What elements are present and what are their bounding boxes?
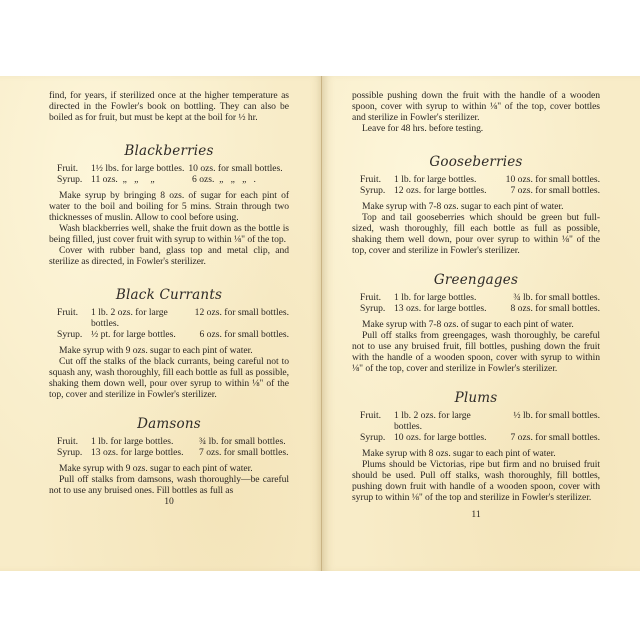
recipe-damsons <box>49 416 289 496</box>
quantity-label: Fruit. <box>57 307 79 318</box>
small-bottle-amount: 6 ozs. for small bottles. <box>199 329 289 340</box>
quantity-table <box>360 410 600 443</box>
quantity-row-fruit <box>57 436 289 447</box>
quantity-row-fruit <box>360 410 600 432</box>
quantity-table <box>57 307 289 340</box>
quantity-label: Syrup. <box>360 185 386 196</box>
large-bottle-amount: 1½ lbs. for large bottles. <box>91 163 185 174</box>
quantity-label: Syrup. <box>57 447 83 458</box>
large-bottle-amount: 1 lb. for large bottles. <box>91 436 174 447</box>
right-page <box>322 76 640 571</box>
recipe-title: Gooseberries <box>429 154 523 170</box>
recipe-plums <box>352 390 600 503</box>
quantity-label: Fruit. <box>360 292 382 303</box>
instruction-paragraph: Make syrup by bringing 8 ozs. of sugar for each pint of water to the boil and boiling for 5 mins. Strain through two thicknesses of muslin. Allow to cool before using. <box>49 190 289 223</box>
book-spread <box>0 76 640 571</box>
large-bottle-amount: 13 ozs. for large bottles. <box>91 447 184 458</box>
instruction-paragraph: Cut off the stalks of the black currants, being careful not to squash any, wash thoroughly, fill each bottle as full as possible, shaking them down well, pour over syrup to within ⅛" of the top, cover and sterilize in Fowler's sterilizer. <box>49 356 289 400</box>
instruction-paragraph: Make syrup with 9 ozs. sugar to each pint of water. <box>59 345 253 356</box>
recipe-blackberries <box>49 143 289 267</box>
large-bottle-amount: 11 ozs. „ „ „ <box>91 174 155 185</box>
quantity-row-fruit <box>360 174 600 185</box>
quantity-row-syrup <box>57 174 289 185</box>
instruction-paragraph: Pull off stalks from damsons, wash thoroughly—be careful not to use any bruised ones. Fill bottles as full as <box>49 474 289 496</box>
quantity-label: Syrup. <box>360 303 386 314</box>
small-bottle-amount: ¾ lb. for small bottles. <box>513 292 600 303</box>
small-bottle-amount: 6 ozs. „ „ „ . <box>192 174 256 185</box>
large-bottle-amount: 12 ozs. for large bottles. <box>394 185 487 196</box>
quantity-label: Fruit. <box>57 163 79 174</box>
quantity-label: Syrup. <box>360 432 386 443</box>
quantity-label: Fruit. <box>360 410 382 421</box>
large-bottle-amount: 1 lb. for large bottles. <box>394 174 477 185</box>
left-page-content <box>49 90 289 507</box>
large-bottle-amount: 1 lb. 2 ozs. for large bottles. <box>394 410 471 432</box>
small-bottle-amount: 7 ozs. for small bottles. <box>510 185 600 196</box>
recipe-greengages <box>352 272 600 374</box>
instruction-paragraph: Make syrup with 7-8 ozs. of sugar to each pint of water. <box>362 319 574 330</box>
instruction-paragraph: Wash blackberries well, shake the fruit down as the bottle is being filled, just cover fruit with syrup to within ⅛" of the top. <box>49 223 289 245</box>
small-bottle-amount: 12 ozs. for small bottles. <box>194 307 289 318</box>
intro-paragraph: possible pushing down the fruit with the handle of a wooden spoon, cover with syrup to within ⅛" of the top, cover bottles and sterilize in Fowler's sterilizer. <box>352 90 600 123</box>
quantity-row-syrup <box>57 447 289 458</box>
instruction-paragraph: Plums should be Victorias, ripe but firm and no bruised fruit should be used. Pull off stalks, wash thoroughly, fill bottles, pushing down fruit with handle of a wooden spoon, cover with syrup to within ⅛" of the top and sterilize in Fowler's sterilizer. <box>352 459 600 503</box>
recipe-title: Damsons <box>137 416 201 432</box>
recipe-gooseberries <box>352 154 600 256</box>
instruction-paragraph: Pull off stalks from greengages, wash thoroughly, be careful not to use any bruised fruit, fill bottles, pushing down the fruit with the handle of a wooden spoon, cover with syrup to within ⅛" of the top, cover and sterilize in Fowler's sterilizer. <box>352 330 600 374</box>
quantity-table <box>57 163 289 185</box>
quantity-row-syrup <box>360 185 600 196</box>
quantity-label: Syrup. <box>57 329 83 340</box>
recipe-title: Blackberries <box>124 143 214 159</box>
quantity-table <box>57 436 289 458</box>
quantity-table <box>360 174 600 196</box>
quantity-row-fruit <box>57 307 289 329</box>
left-page <box>0 76 322 571</box>
quantity-row-syrup <box>360 303 600 314</box>
large-bottle-amount: 1 lb. for large bottles. <box>394 292 477 303</box>
small-bottle-amount: 7 ozs. for small bottles. <box>199 447 289 458</box>
page-number: 11 <box>471 509 481 520</box>
large-bottle-amount: ½ pt. for large bottles. <box>91 329 176 340</box>
intro-paragraph: find, for years, if sterilized once at the higher temperature as directed in the Fowler's book on bottling. They can also be boiled as for fruit, but must be kept at the boil for ½ hr. <box>49 90 289 123</box>
small-bottle-amount: 10 ozs. for small bottles. <box>505 174 600 185</box>
quantity-label: Fruit. <box>360 174 382 185</box>
instruction-paragraph: Make syrup with 8 ozs. sugar to each pint of water. <box>362 448 556 459</box>
quantity-row-fruit <box>57 163 289 174</box>
recipe-title: Plums <box>454 390 498 406</box>
instruction-paragraph: Make syrup with 9 ozs. sugar to each pint of water. <box>59 463 253 474</box>
small-bottle-amount: 7 ozs. for small bottles. <box>510 432 600 443</box>
recipe-title: Black Currants <box>115 287 223 303</box>
small-bottle-amount: ½ lb. for small bottles. <box>513 410 600 421</box>
quantity-label: Syrup. <box>57 174 83 185</box>
large-bottle-amount: 1 lb. 2 ozs. for large bottles. <box>91 307 168 329</box>
quantity-row-fruit <box>360 292 600 303</box>
large-bottle-amount: 13 ozs. for large bottles. <box>394 303 487 314</box>
quantity-row-syrup <box>360 432 600 443</box>
page-number: 10 <box>164 496 174 507</box>
recipe-title: Greengages <box>433 272 519 288</box>
small-bottle-amount: ¾ lb. for small bottles. <box>199 436 286 447</box>
small-bottle-amount: 10 ozs. for small bottles. <box>188 163 283 174</box>
instruction-paragraph: Cover with rubber band, glass top and metal clip, and sterilize as directed, in Fowler's sterilizer. <box>49 245 289 267</box>
instruction-paragraph: Top and tail gooseberries which should be green but full-sized, wash thoroughly, fill each bottle as full as possible, shaking them well down, pour over syrup to within ⅛" of the top, cover and sterilize in Fowler's sterilizer. <box>352 212 600 256</box>
right-page-content <box>352 90 600 520</box>
recipe-black-currants <box>49 287 289 400</box>
quantity-label: Fruit. <box>57 436 79 447</box>
quantity-table <box>360 292 600 314</box>
intro-paragraph: Leave for 48 hrs. before testing. <box>362 123 484 134</box>
instruction-paragraph: Make syrup with 7-8 ozs. sugar to each pint of water. <box>362 201 564 212</box>
large-bottle-amount: 10 ozs. for large bottles. <box>394 432 487 443</box>
small-bottle-amount: 8 ozs. for small bottles. <box>510 303 600 314</box>
quantity-row-syrup <box>57 329 289 340</box>
